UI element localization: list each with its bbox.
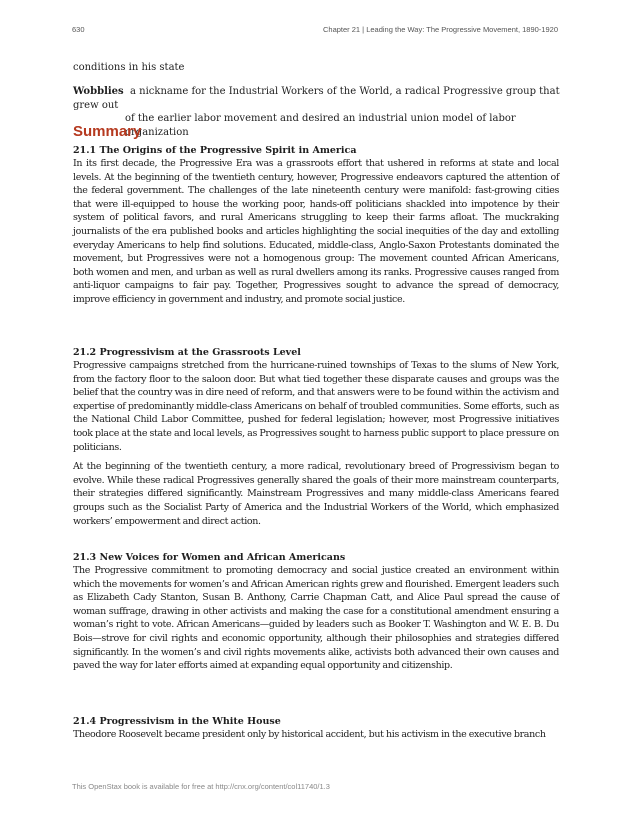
summary-section-21-4 <box>73 715 559 742</box>
glossary-definition-line-2: of the earlier labor movement and desired an industrial union model of labor organization <box>125 113 516 138</box>
section-paragraph: Theodore Roosevelt became president only by historical accident, but his activism in the executive branch <box>73 729 546 740</box>
section-title: 21.3 New Voices for Women and African Americans <box>73 552 346 563</box>
summary-section-21-2 <box>73 346 559 528</box>
summary-section-21-3 <box>73 551 559 673</box>
section-title: 21.4 Progressivism in the White House <box>73 716 281 727</box>
page-number: 630 <box>72 25 85 34</box>
glossary-line-1 <box>73 85 560 112</box>
section-paragraph: Progressive campaigns stretched from the hurricane-ruined townships of Texas to the slums of New York, from the factory floor to the saloon door. But what tied together these disparate causes and groups was the belief that the country was in dire need of reform, and that answers were to be found within the activism and expertise of predominantly middle-class Americans on behalf of troubled communities. Some efforts, such as the National Child Labor Committee, pushed for federal legislation; however, most Progressive initiatives took place at the state and local levels, as Progressives sought to harness public support to place pressure on politicians. <box>73 360 559 453</box>
section-paragraph: The Progressive commitment to promoting democracy and social justice created an environment within which the movements for women’s and African American rights grew and flourished. Emergent leaders such as Elizabeth Cady Stanton, Susan B. Anthony, Carrie Chapman Catt, and Alice Paul spread the cause of woman suffrage, drawing in other activists and making the case for a constitutional amendment ensuring a woman’s right to vote. African Americans—guided by leaders such as Booker T. Washington and W. E. B. Du Bois—strove for civil rights and economic opportunity, although their philosophies and strategies differed significantly. In the women’s and civil rights movements alike, activists both advanced their own causes and paved the way for later efforts aimed at expanding equal opportunity and citizenship. <box>73 565 559 672</box>
summary-section-21-1 <box>73 144 559 307</box>
summary-heading: Summary <box>73 123 142 140</box>
continued-text: conditions in his state <box>73 62 185 73</box>
section-title: 21.2 Progressivism at the Grassroots Level <box>73 347 301 358</box>
section-paragraph: In its first decade, the Progressive Era was a grassroots effort that ushered in reforms at state and local levels. At the beginning of the twentieth century, however, Progressive endeavors captured the attention of the federal government. The challenges of the late nineteenth century were manifold: fast-growing cities that were ill-equipped to house the working poor, hands-off politicians shackled into impotence by their system of political favors, and rural Americans struggling to keep their farms afloat. The muckraking journalists of the era published books and articles highlighting the social inequities of the day and extolling everyday Americans to help find solutions. Educated, middle-class, Anglo-Saxon Protestants dominated the movement, but Progressives were not a homogenous group: The movement counted African Americans, both women and men, and urban as well as rural dwellers among its ranks. Progressive causes ranged from anti-liquor campaigns to fair pay. Together, Progressives sought to advance the spread of democracy, improve efficiency in government and industry, and promote social justice. <box>73 158 559 305</box>
glossary-term: Wobblies <box>73 86 124 97</box>
section-paragraph: At the beginning of the twentieth century, a more radical, revolutionary breed of Progressivism began to evolve. While these radical Progressives generally shared the goals of their more mainstream counterparts, their strategies differed significantly. Mainstream Progressives and many middle-class Americans feared groups such as the Socialist Party of America and the Industrial Workers of the World, which emphasized workers’ empowerment and direct action. <box>73 461 559 527</box>
chapter-header: Chapter 21 | Leading the Way: The Progressive Movement, 1890-1920 <box>322 25 558 34</box>
glossary-entry <box>73 85 560 139</box>
page-footer: This OpenStax book is available for free at http://cnx.org/content/col11740/1.3 <box>72 782 330 791</box>
glossary-definition-line-1: a nickname for the Industrial Workers of the World, a radical Progressive group that grew out <box>73 86 560 111</box>
section-title: 21.1 The Origins of the Progressive Spirit in America <box>73 145 357 156</box>
